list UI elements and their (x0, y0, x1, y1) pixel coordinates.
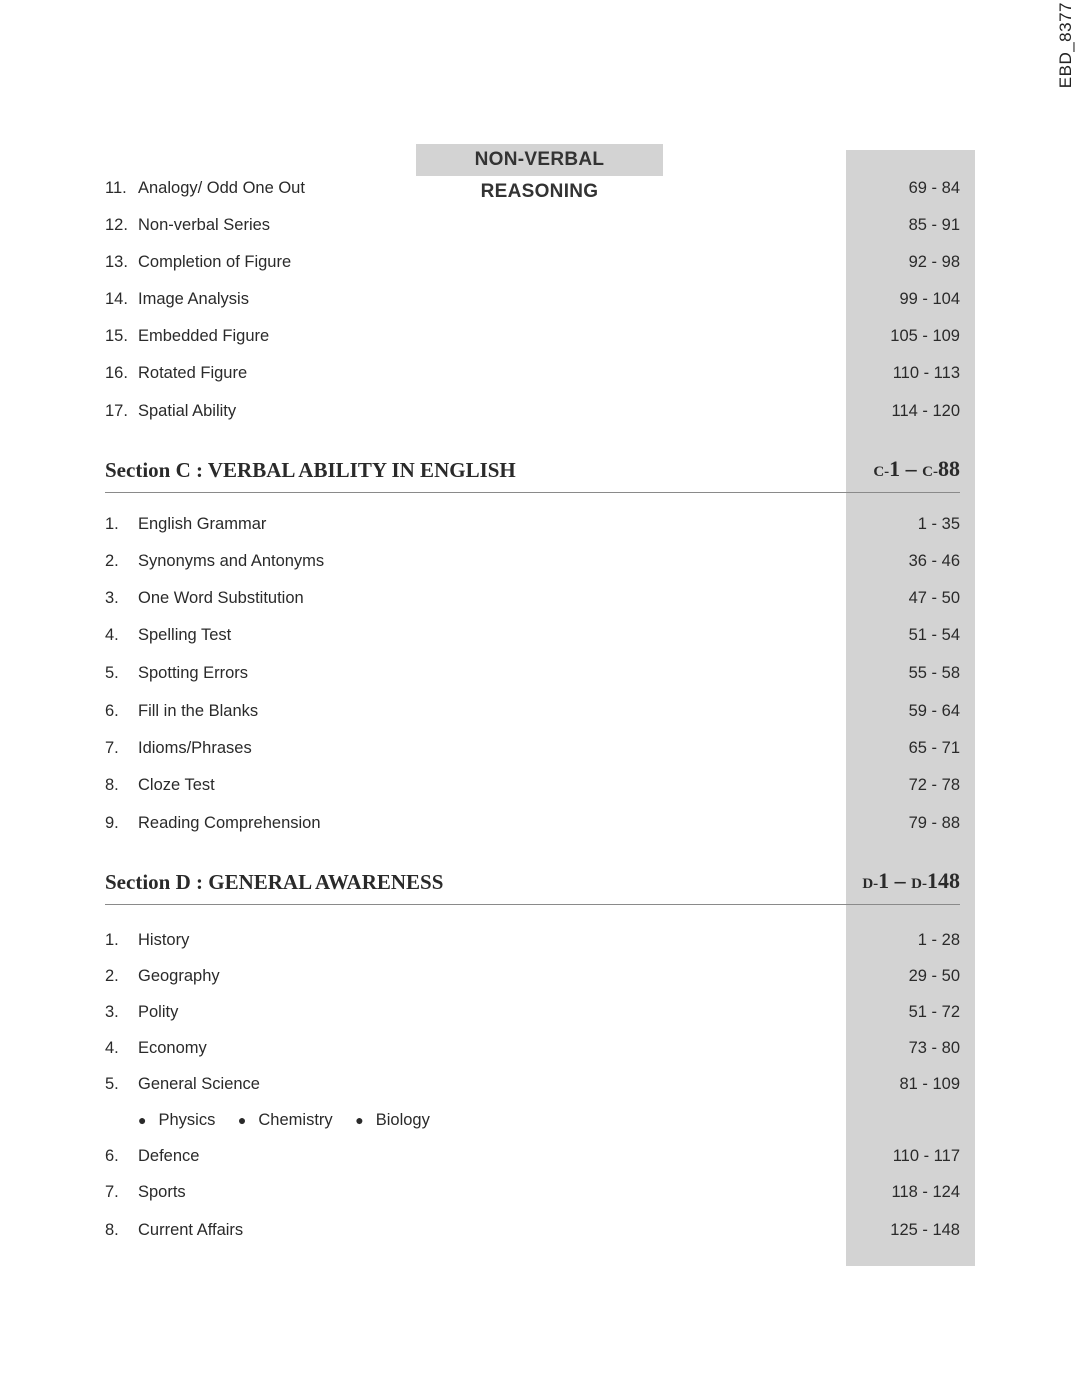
toc-row[interactable] (105, 287, 960, 311)
bullet-icon: ● (355, 1112, 364, 1128)
toc-number: 15. (105, 327, 128, 345)
toc-number: 2. (105, 967, 119, 985)
toc-row[interactable] (105, 586, 960, 610)
toc-number: 7. (105, 739, 119, 757)
toc-number: 16. (105, 364, 128, 382)
toc-number: 8. (105, 776, 119, 794)
toc-row[interactable] (105, 512, 960, 536)
toc-number: 9. (105, 814, 119, 832)
toc-title: Embedded Figure (138, 327, 270, 345)
toc-title: Sports (138, 1183, 186, 1201)
section-d-heading[interactable] (105, 864, 960, 905)
range-dash: – (900, 456, 923, 481)
toc-title: Polity (138, 1003, 179, 1021)
toc-row[interactable] (105, 1144, 960, 1168)
toc-pages: 59 - 64 (908, 702, 960, 720)
toc-pages: 125 - 148 (890, 1221, 960, 1239)
toc-number: 3. (105, 589, 119, 607)
page-end: 148 (927, 868, 960, 893)
toc-title: Cloze Test (138, 776, 215, 794)
toc-row[interactable] (105, 399, 960, 423)
toc-row[interactable] (105, 324, 960, 348)
toc-number: 3. (105, 1003, 119, 1021)
page-start: 1 (878, 868, 890, 893)
section-page-range (862, 868, 960, 894)
toc-pages: 110 - 117 (892, 1147, 960, 1165)
toc-pages: 105 - 109 (890, 327, 960, 345)
toc-row[interactable] (105, 661, 960, 685)
page-prefix: D- (862, 876, 879, 892)
toc-pages: 85 - 91 (908, 216, 960, 234)
toc-title: English Grammar (138, 515, 267, 533)
subtopic: Chemistry (258, 1111, 333, 1129)
section-title: Section C : VERBAL ABILITY IN ENGLISH (105, 458, 516, 482)
toc-title: History (138, 931, 190, 949)
toc-row[interactable] (105, 549, 960, 573)
toc-number: 12. (105, 216, 128, 234)
toc-pages: 1 - 28 (917, 931, 960, 949)
toc-number: 17. (105, 402, 128, 420)
toc-row[interactable] (105, 773, 960, 797)
toc-pages: 51 - 72 (908, 1003, 960, 1021)
document-code: EBD_8377 (1056, 2, 1075, 89)
toc-pages: 118 - 124 (891, 1183, 960, 1201)
toc-number: 5. (105, 664, 119, 682)
toc-number: 1. (105, 931, 119, 949)
toc-title: One Word Substitution (138, 589, 304, 607)
toc-number: 5. (105, 1075, 119, 1093)
toc-row[interactable] (105, 176, 960, 200)
subtopic: Physics (158, 1111, 216, 1129)
toc-title: Spotting Errors (138, 664, 249, 682)
toc-number: 7. (105, 1183, 119, 1201)
toc-pages: 51 - 54 (908, 626, 960, 644)
toc-title: Current Affairs (138, 1221, 244, 1239)
toc-pages: 69 - 84 (908, 179, 960, 197)
toc-title: Reading Comprehension (138, 814, 321, 832)
bullet-icon: ● (138, 1112, 147, 1128)
toc-pages: 73 - 80 (908, 1039, 960, 1057)
toc-number: 2. (105, 552, 119, 570)
toc-pages: 29 - 50 (908, 967, 960, 985)
nonverbal-heading: NON-VERBAL REASONING (416, 144, 663, 176)
toc-row[interactable] (105, 1000, 960, 1024)
toc-title: Image Analysis (138, 290, 249, 308)
toc-row[interactable] (105, 1072, 960, 1096)
toc-row[interactable] (105, 623, 960, 647)
page-prefix: D- (911, 876, 927, 892)
page-start: 1 (889, 456, 901, 481)
toc-title: Economy (138, 1039, 207, 1057)
toc-row[interactable] (105, 361, 960, 385)
toc-row[interactable] (105, 964, 960, 988)
page-end: 88 (938, 456, 960, 481)
toc-number: 6. (105, 702, 119, 720)
toc-pages: 99 - 104 (899, 290, 960, 308)
range-dash: – (889, 868, 912, 893)
toc-title: Idioms/Phrases (138, 739, 252, 757)
toc-title: Spelling Test (138, 626, 232, 644)
toc-pages: 81 - 109 (899, 1075, 960, 1093)
toc-title: Synonyms and Antonyms (138, 552, 325, 570)
toc-title: Spatial Ability (138, 402, 237, 420)
toc-title: Defence (138, 1147, 200, 1165)
toc-number: 13. (105, 253, 128, 271)
toc-row[interactable] (105, 928, 960, 952)
toc-row[interactable] (105, 250, 960, 274)
toc-row[interactable] (105, 811, 960, 835)
toc-title: Analogy/ Odd One Out (138, 179, 305, 197)
page-prefix: C- (873, 464, 890, 480)
toc-row[interactable] (105, 1036, 960, 1060)
toc-title: General Science (138, 1075, 260, 1093)
toc-title: Completion of Figure (138, 253, 292, 271)
toc-number: 4. (105, 626, 119, 644)
toc-pages: 1 - 35 (917, 515, 960, 533)
toc-row[interactable] (105, 1180, 960, 1204)
toc-number: 11. (105, 179, 127, 197)
toc-title: Fill in the Blanks (138, 702, 259, 720)
section-title: Section D : GENERAL AWARENESS (105, 870, 444, 894)
toc-pages: 36 - 46 (908, 552, 960, 570)
toc-pages: 65 - 71 (908, 739, 960, 757)
toc-pages: 72 - 78 (908, 776, 960, 794)
toc-number: 6. (105, 1147, 119, 1165)
section-c-heading[interactable] (105, 452, 960, 493)
toc-pages: 47 - 50 (908, 589, 960, 607)
toc-pages: 79 - 88 (908, 814, 960, 832)
toc-row[interactable] (105, 736, 960, 760)
toc-title: Rotated Figure (138, 364, 248, 382)
section-page-range (873, 456, 960, 482)
toc-number: 8. (105, 1221, 119, 1239)
toc-pages: 114 - 120 (891, 402, 960, 420)
subtopic: Biology (375, 1111, 430, 1129)
toc-title: Non-verbal Series (138, 216, 271, 234)
toc-number: 14. (105, 290, 128, 308)
toc-pages: 55 - 58 (908, 664, 960, 682)
toc-pages: 92 - 98 (908, 253, 960, 271)
toc-row[interactable] (105, 213, 960, 237)
toc-row[interactable] (105, 699, 960, 723)
page-prefix: C- (922, 464, 938, 480)
bullet-icon: ● (237, 1112, 247, 1128)
toc-number: 4. (105, 1039, 119, 1057)
toc-number: 1. (105, 515, 119, 533)
toc-pages: 110 - 113 (892, 364, 960, 382)
toc-row[interactable] (105, 1218, 960, 1242)
science-subtopics (138, 1108, 448, 1132)
toc-title: Geography (138, 967, 220, 985)
